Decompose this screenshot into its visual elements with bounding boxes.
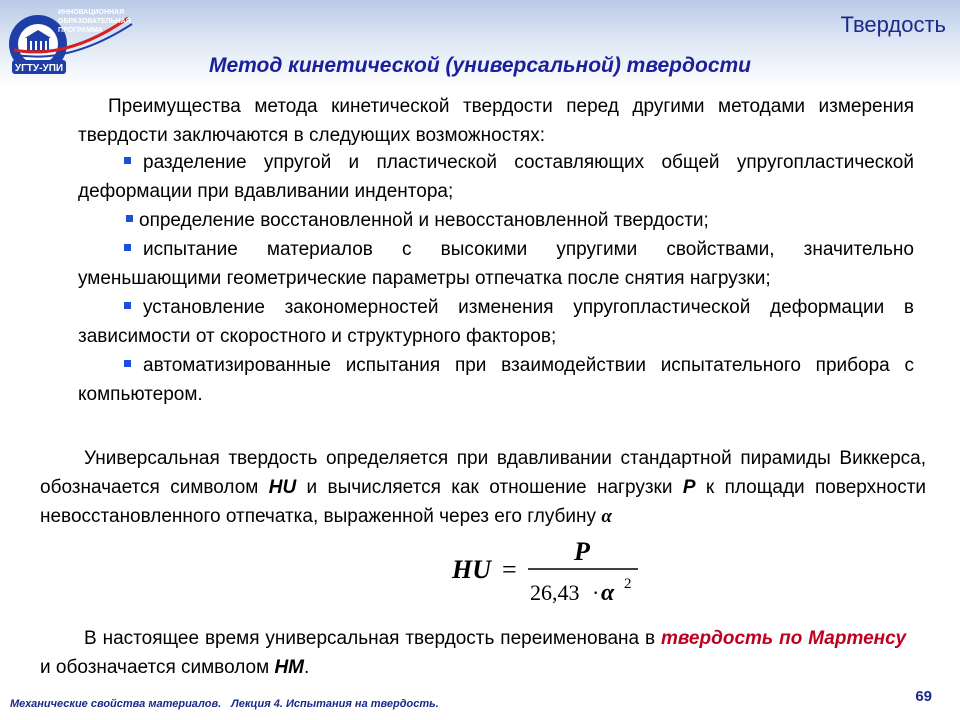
list-item-text: испытание материалов с высокими упругими свойствами, значительно уменьшающими геометрические параметры отпечатка после снятия нагрузки; xyxy=(78,239,914,289)
intro-paragraph xyxy=(78,92,914,150)
list-item-text: определение восстановленной и невосстановленной твердости; xyxy=(139,210,709,231)
definition-text: Универсальная твердость определяется при вдавливании стандартной пирамиды Виккерса, обозначается символом xyxy=(40,448,926,498)
definition-text: и вычисляется как отношение нагрузки xyxy=(306,477,673,498)
logo-badge: УГТУ-УПИ xyxy=(14,63,64,74)
list-item-text: установление закономерностей изменения упругопластической деформации в зависимости от скоростного и структурного факторов; xyxy=(78,297,914,347)
footer-course: Механические свойства материалов. xyxy=(10,698,222,710)
square-bullet-icon xyxy=(124,302,131,309)
slide-title: Метод кинетической (универсальной) твердости xyxy=(208,54,752,77)
conclusion-end: . xyxy=(304,657,310,678)
page-number: 69 xyxy=(915,688,932,705)
conclusion-text: В настоящее время универсальная твердость переименована в xyxy=(84,628,656,649)
logo-line: ОБРАЗОВАТЕЛЬНАЯ xyxy=(58,18,131,25)
formula-lhs: HU xyxy=(452,555,491,584)
square-bullet-icon xyxy=(126,215,133,222)
definition-paragraph xyxy=(40,444,926,531)
logo-line: ПРОГРАММА xyxy=(58,27,103,34)
formula-equals: = xyxy=(502,555,517,584)
definition-text: к площади поверхности невосстановленного отпечатка, выраженной через его глубину xyxy=(40,477,927,527)
formula-alpha: α xyxy=(601,580,615,606)
conclusion-text: и обозначается символом xyxy=(40,657,270,678)
list-item xyxy=(78,351,914,409)
intro-text: Преимущества метода кинетической твердости перед другими методами измерения твердости заключаются в следующих возможностях: xyxy=(78,96,914,146)
list-item xyxy=(78,235,914,293)
hu-symbol: HU xyxy=(268,477,297,498)
formula-numerator: P xyxy=(574,537,590,566)
formula-exponent: 2 xyxy=(624,576,632,592)
p-symbol: P xyxy=(682,477,696,498)
hm-symbol: НМ xyxy=(274,657,304,678)
list-item-text: автоматизированные испытания при взаимодействии испытательного прибора с компьютером. xyxy=(78,355,914,405)
footer xyxy=(10,698,439,710)
logo-line: ИННОВАЦИОННАЯ xyxy=(58,9,125,16)
list-item xyxy=(78,293,914,351)
logo-caption xyxy=(58,8,148,35)
footer-lecture: Лекция 4. Испытания на твердость. xyxy=(231,698,439,710)
list-item xyxy=(78,148,914,206)
conclusion-paragraph xyxy=(40,624,906,682)
list-item-text: разделение упругой и пластической составляющих общей упругопластической деформации при вдавливании индентора; xyxy=(78,152,914,202)
formula-coefficient: 26,43 xyxy=(530,580,580,605)
square-bullet-icon xyxy=(124,157,131,164)
alpha-symbol: α xyxy=(601,506,612,527)
martens-hardness-term: твердость по Мартенсу xyxy=(661,628,907,649)
square-bullet-icon xyxy=(124,244,131,251)
list-item xyxy=(78,206,914,235)
formula-dot: · xyxy=(592,580,600,605)
square-bullet-icon xyxy=(124,360,131,367)
advantages-list xyxy=(78,148,914,409)
section-title: Твердость xyxy=(840,12,946,37)
hu-formula xyxy=(430,532,660,612)
